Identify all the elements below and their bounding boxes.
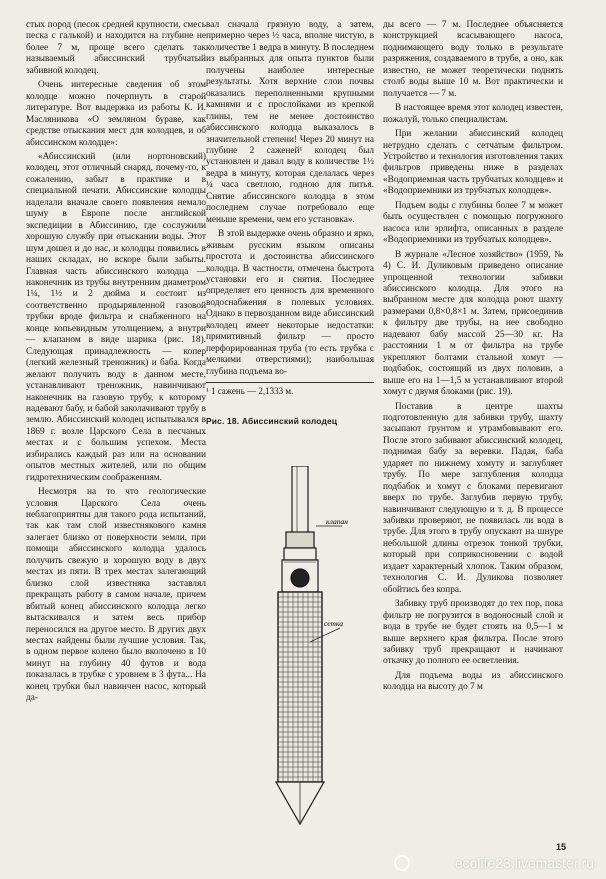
mesh-label: сетка bbox=[324, 619, 343, 628]
paragraph: Очень интересные сведения об этом колодце можно почерпнуть в старой литературе. Вот выдержка из работы К. И. Масляникова «О земляном бураве, как средстве отыскания мест для колодцев, и об абиссинском колодце»: bbox=[26, 80, 206, 148]
paragraph: Для подъема воды из абиссинского колодца на высоту до 7 м bbox=[383, 670, 563, 693]
paragraph: В журнале «Лесное хозяйство» (1959, № 4) С. И. Дуликовым приведено описание упрощенной технологии забивки абиссинского колодца. Для этого на выбранном месте для колодца роют шахту размерами 0,8×0,8×1 м. Затем, присоединив к фильтру две трубы, на нее свободно надевают бабу массой 25—30 кг. На расстоянии 1 м от фильтра на трубе укрепляют болтами стальной хомут — подбабок, состоящий из двух половин, а выше его на 1—1,5 м устанавливают второй хомут с двумя блоками (рис. 19). bbox=[383, 249, 563, 398]
paragraph: стых пород (песок средней крупности, смесь песка с галькой) и находится на глубине не более 7 м, проще всего сделать так называемый абиссинский трубчатый забивной колодец. bbox=[26, 20, 206, 76]
watermark: ecolife23.livemaster.ru bbox=[454, 855, 594, 871]
paragraph: ды всего — 7 м. Последнее объясняется конструкцией всасывающего насоса, поднимающего воду только в результате разряжения, создаваемого в трубе, а оно, как известно, не может теоретически поднять столб воды выше 10 м. Вот практически и получается — 7 м. bbox=[383, 20, 563, 99]
pipe-upper bbox=[292, 466, 308, 536]
paragraph: Несмотря на то что геологические условия Царского Села очень неблагоприятны для такого рода испытаний, так как там слой известнякового камня залегает близко от поверхности земли, при помощи абиссинского колодца удалось получить свежую и хорошую воду в двух местах из пяти. В трех местах залегающий близко слой известняка заставлял прекращать работу в самом начале, причем вбитый конец абиссинского колодца легко вытаскивался и затем весь прибор переносился на другое место. В других двух местах найдены были лучшие условия. Так, в одном первое колено было вколочено в 10 минут на глубину 40 футов и вода показалась в трубке с уровнем в 3 фута... На конец трубки был навинчен насос, который да- bbox=[26, 487, 206, 704]
text-column-right bbox=[383, 20, 563, 694]
paragraph: В настоящее время этот колодец известен, пожалуй, только специалистам. bbox=[383, 103, 563, 125]
paragraph: «Абиссинский (или нортоновский) колодец, этот отличный снаряд, почему-то, к сожалению, забыт в практике и в специальной печати. Абиссинские колодцы наделали вначале своего появления немало шуму в Европе после английской экспедиции в Абиссинию, где сослужили хорошую службу при отыскании воды. Этот шум дошел и до нас, и колодцы появились в наших складах, но вскоре были забыты. Главная часть абиссинского колодца — наконечник из трубы внутренним диаметром 1¼, 1½ и 2 дюйма и состоит из соответственно продырявленной газовой трубки вроде фильтра и снабженного на конце копьевидным утолщением, а внутри — клапаном в виде шарика (рис. 18). Следующая принадлежность — копер (легкий железный треножник) и баба. Когда желают получить воду в данном месте, устанавливают треножник, навинчивают наконечник на газовую трубу, к которому надевают бабу, и бабой заколачивают трубу в землю. Абиссинский колодец испытывался в 1869 г. возле Царского Села в песчаных местах и с большим успехом. Места избирались каждый раз или на основании опытов местных жителей, или по общим гидротехническим соображениям. bbox=[26, 151, 206, 483]
paragraph: Подъем воды с глубины более 7 м может быть осуществлен с помощью погружного насоса или эрлифта, описанных в разделе «Водоприемники из трубчатых колодцев». bbox=[383, 200, 563, 246]
valve-label: клапан bbox=[326, 517, 348, 526]
text-column-left bbox=[26, 20, 206, 705]
page-number: 15 bbox=[556, 842, 567, 852]
footnote: ¹ 1 сажень — 2,1333 м. bbox=[206, 382, 374, 397]
paragraph: Поставив в центре шахты подготовленную для забивки трубу, шахту засыпают грунтом и утрамбовывают его. После этого забивают абиссинский колодец, поднимая бабу за веревки. Падая, баба ударяет по нижнему хомуту и заглубляет трубу. По мере заглубления колодца подбабок и хомут с блоками перевигают вверх по трубе. Заглубив первую трубу, навинчивают следующую и т. д. В процессе забивки проверяют, не появилась ли вода в трубе. Для этого в трубу опускают на шнуре небольшой длины отрезок тонкой трубки, который при соприкосновении с водой издает характерный хлопок. Таким образом, технология С. И. Дуликова позволяет обойтись без копра. bbox=[383, 401, 563, 595]
figure-caption: Рис. 18. Абиссинский колодец bbox=[206, 415, 338, 426]
paragraph: вал сначала грязную воду, а затем, примерно через ½ часа, вполне чистую, в количестве 1 ведра в минуту. В последнем из выбранных для опыта пунктов были получены наиболее интересные результаты. Хотя верхние слои почвы оказались переполненными крупными камнями и с прослойками из крепкой глины, тем не менее достоинство абиссинского колодца выказалось в значительной степени! Через 20 минут на глубине 2 саженей¹ колодец был установлен и давал воду в количестве 1½ ведра в минуту, которая сделалась через ¼ часа светлою, годною для питья. Снятие абиссинского колодца в этом последнем случае потребовало еще меньше времени, чем его установка». bbox=[206, 20, 374, 225]
paragraph: В этой выдержке очень образно и ярко, живым русским языком описаны простота и достоинства абиссинского колодца. В частности, отмечена быстрота установки его и снятия. Последнее определяет его ценность для временного водоснабжения в полевых условиях. Однако в первозданном виде абиссинский колодец имеет некоторые недостатки: примитивный фильтр — просто перфорированная труба (то есть трубка с мелкими отверстиями); наибольшая глубина подъема во- bbox=[206, 229, 374, 377]
ball-valve bbox=[291, 569, 309, 587]
watermark-icon bbox=[394, 855, 410, 871]
pipe-coupling bbox=[286, 532, 314, 548]
paragraph: При желании абиссинский колодец нетрудно сделать с сетчатым фильтром. Устройство и технология изготовления таких фильтров приведены ниже в разделах «Водоприемная часть трубчатых колодцев» и «Водоприемники из трубчатых колодцев». bbox=[383, 129, 563, 197]
paragraph: Забивку труб производят до тех пор, пока фильтр не погрузится в водоносный слой и вода в трубе не будет стоять на 0,5—1 м выше верхнего края фильтра. После этого забивку труб прекращают и начинают откачку до полного ее осветления. bbox=[383, 599, 563, 667]
text-column-middle bbox=[206, 20, 374, 427]
abyssinian-well-figure bbox=[240, 466, 360, 832]
